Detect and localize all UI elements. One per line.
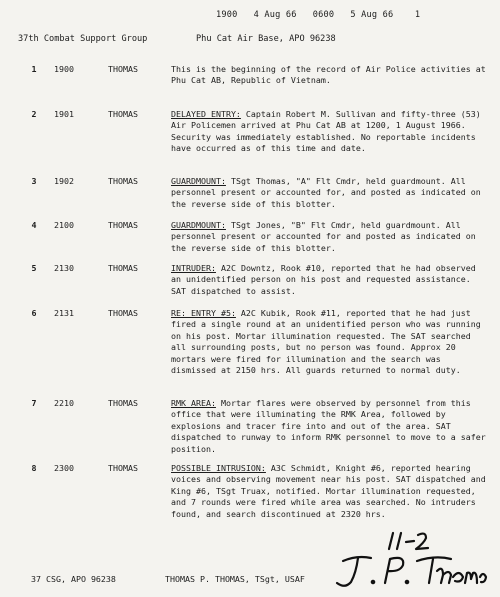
base-location: Phu Cat Air Base, APO 96238: [196, 34, 336, 44]
entry-body: This is the beginning of the record of Air Police activities at Phu Cat AB, Republic of Vietnam.: [171, 64, 486, 86]
unit-name: 37th Combat Support Group: [18, 34, 148, 44]
entry-time: 2300: [54, 463, 74, 473]
entry-text: [171, 176, 489, 210]
entry-officer: THOMAS: [108, 220, 138, 230]
entry-body: TSgt Thomas, "A" Flt Cmdr, held guardmount. All personnel present or accounted for, and posted as indicated on the reverse side of this blotter.: [171, 176, 481, 209]
entry-keyword: POSSIBLE INTRUSION:: [171, 463, 266, 473]
entry-time: 2210: [54, 398, 74, 408]
entry-officer: THOMAS: [108, 463, 138, 473]
entry-text: [171, 64, 489, 87]
handwritten-signature: [325, 527, 490, 592]
entry-keyword: INTRUDER:: [171, 263, 216, 273]
entry-time: 1901: [54, 109, 74, 119]
entry-officer: THOMAS: [108, 176, 138, 186]
entry-number: 3: [31, 176, 37, 186]
signature-drawing: [325, 527, 490, 592]
entry-time: 2131: [54, 308, 74, 318]
entry-officer: THOMAS: [108, 308, 138, 318]
footer-signatory: THOMAS P. THOMAS, TSgt, USAF: [165, 574, 305, 584]
entry-number: 7: [31, 398, 37, 408]
entry-keyword: GUARDMOUNT:: [171, 220, 226, 230]
entry-body: A2C Downtz, Rook #10, reported that he had observed an unidentified person on his post and requested assistance. SAT dispatched to assist.: [171, 263, 476, 296]
entry-body: Mortar flares were observed by personnel from this office that were illuminating the RMK Area, followed by explosions and tracer fire into and out of the area. SAT dispatched to runway to inform RMK personnel to move to a safer position.: [171, 398, 486, 454]
entry-time: 1900: [54, 64, 74, 74]
entry-keyword: RMK AREA:: [171, 398, 216, 408]
entry-time: 1902: [54, 176, 74, 186]
entry-text: [171, 263, 489, 297]
entry-body: A3C Schmidt, Knight #6, reported hearing voices and observing movement near his post. SAT dispatched and King #6, TSgt Truax, notified. Mortar illumination requested, and 7 rounds were fired while area was searched. No intruders found, and search discontinued at 2320 hrs.: [171, 463, 486, 519]
entry-number: 1: [31, 64, 37, 74]
entry-number: 5: [31, 263, 37, 273]
entry-text: [171, 308, 489, 376]
entry-officer: THOMAS: [108, 109, 138, 119]
entry-time: 2130: [54, 263, 74, 273]
entry-body: A2C Kubik, Rook #11, reported that he had just fired a single round at an unidentified person who was running on his post. Mortar illumination requested. The SAT searched all surrounding posts, but no person was found. Approx 20 mortars were fired for illumination and the search was dismissed at 2150 hrs. All guards returned to normal duty.: [171, 308, 481, 376]
entry-number: 2: [31, 109, 37, 119]
entry-body: TSgt Jones, "B" Flt Cmdr, held guardmount. All personnel present or accounted for and posted as indicated on the reverse side of this blotter.: [171, 220, 476, 253]
footer-unit: 37 CSG, APO 96238: [31, 574, 116, 584]
entry-text: [171, 109, 489, 155]
entry-keyword: GUARDMOUNT:: [171, 176, 226, 186]
entry-officer: THOMAS: [108, 398, 138, 408]
entry-time: 2100: [54, 220, 74, 230]
entry-keyword: DELAYED ENTRY:: [171, 109, 241, 119]
entry-keyword: RE: ENTRY #5:: [171, 308, 236, 318]
entry-officer: THOMAS: [108, 64, 138, 74]
entry-number: 8: [31, 463, 37, 473]
entry-officer: THOMAS: [108, 263, 138, 273]
entry-body: Captain Robert M. Sullivan and fifty-three (53) Air Policemen arrived at Phu Cat AB at 1200, 1 August 1966. Security was immediately established. No reportable incidents have occurred as of this time and date.: [171, 109, 481, 154]
entry-number: 4: [31, 220, 37, 230]
entry-text: [171, 463, 489, 520]
report-period-header: 1900 4 Aug 66 0600 5 Aug 66 1: [216, 10, 421, 20]
entry-text: [171, 398, 489, 455]
entry-text: [171, 220, 489, 254]
entry-number: 6: [31, 308, 37, 318]
